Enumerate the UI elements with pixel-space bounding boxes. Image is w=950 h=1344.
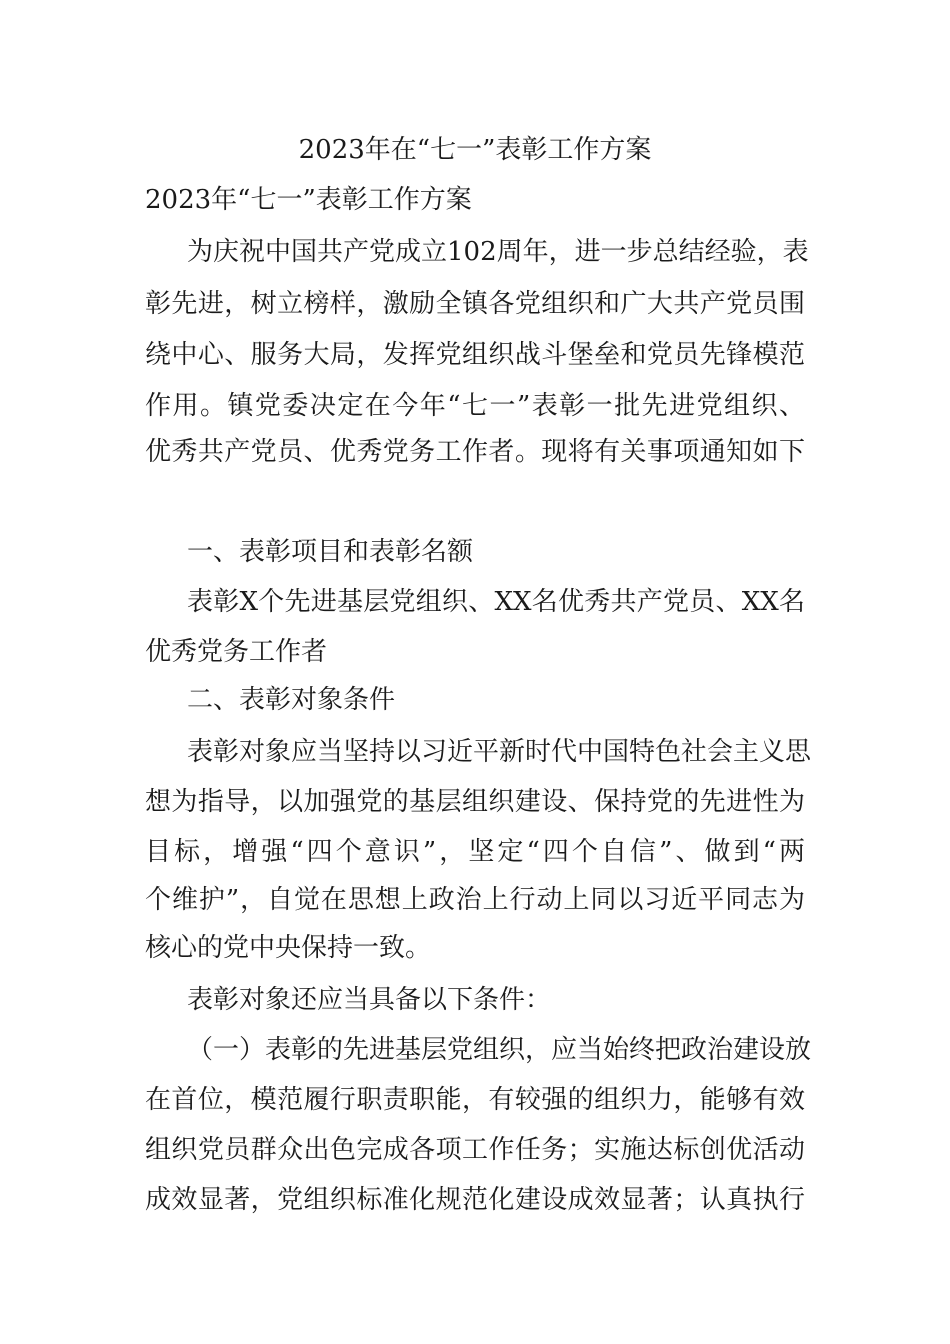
section-heading: 一、表彰项目和表彰名额 — [187, 537, 474, 567]
paragraph-line: 想为指导，以加强党的基层组织建设、保持党的先进性为 — [145, 787, 805, 817]
conditions-intro: 表彰对象还应当具备以下条件： — [187, 985, 552, 1015]
intro-line: 绕中心、服务大局，发挥党组织战斗堡垒和党员先锋模范 — [145, 340, 805, 370]
intro-line: 彰先进，树立榜样，激励全镇各党组织和广大共产党员围 — [145, 289, 805, 319]
intro-line: 作用。镇党委决定在今年“七一”表彰一批先进党组织、 — [145, 391, 805, 421]
paragraph-line: 核心的党中央保持一致。 — [145, 933, 432, 963]
section-heading: 二、表彰对象条件 — [187, 685, 396, 715]
paragraph-line: 成效显著，党组织标准化规范化建设成效显著；认真执行 — [145, 1185, 805, 1215]
intro-line: 为庆祝中国共产党成立102周年，进一步总结经验，表 — [187, 237, 809, 267]
paragraph-line: 组织党员群众出色完成各项工作任务；实施达标创优活动 — [145, 1135, 805, 1165]
paragraph-line: 个维护”，自觉在思想上政治上行动上同以习近平同志为 — [145, 885, 805, 915]
paragraph-line: （一）表彰的先进基层党组织，应当始终把政治建设放 — [187, 1035, 812, 1065]
paragraph-line: 目标，增强“四个意识”，坚定“四个自信”、做到“两 — [145, 837, 805, 867]
paragraph-line: 表彰X个先进基层党组织、XX名优秀共产党员、XX名 — [187, 587, 805, 617]
paragraph-line: 优秀党务工作者 — [145, 637, 328, 667]
paragraph-line: 在首位，模范履行职责职能，有较强的组织力，能够有效 — [145, 1085, 805, 1115]
paragraph-line: 表彰对象应当坚持以习近平新时代中国特色社会主义思 — [187, 737, 812, 767]
document-title: 2023年在“七一”表彰工作方案 — [298, 135, 652, 165]
document-subtitle: 2023年“七一”表彰工作方案 — [145, 185, 472, 215]
intro-line: 优秀共产党员、优秀党务工作者。现将有关事项通知如下 — [145, 437, 805, 467]
